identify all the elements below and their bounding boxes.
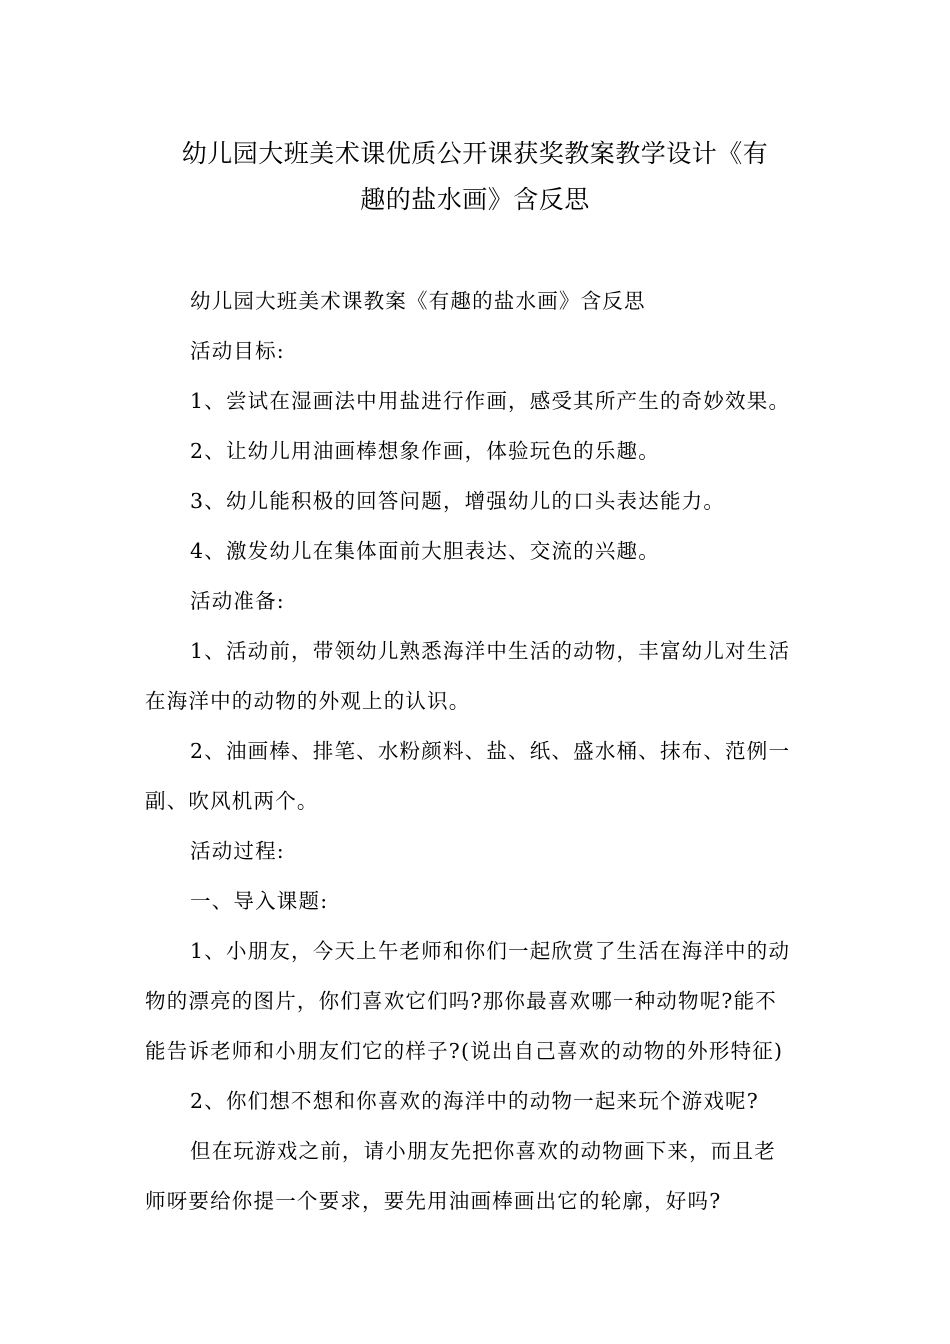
process-paragraph-1-line-2: 物的漂亮的图片，你们喜欢它们吗?那你最喜欢哪一种动物呢?能不 xyxy=(145,989,777,1013)
goal-item-3: 3、幼儿能积极的回答问题，增强幼儿的口头表达能力。 xyxy=(190,489,726,513)
process-paragraph-2: 2、你们想不想和你喜欢的海洋中的动物一起来玩个游戏呢? xyxy=(190,1089,759,1113)
process-paragraph-1-line-3: 能告诉老师和小朋友们它的样子?(说出自己喜欢的动物的外形特征) xyxy=(145,1039,784,1063)
goal-item-1: 1、尝试在湿画法中用盐进行作画，感受其所产生的奇妙效果。 xyxy=(190,389,791,413)
section-heading-process: 活动过程: xyxy=(190,839,285,863)
process-paragraph-3-line-1: 但在玩游戏之前，请小朋友先把你喜欢的动物画下来，而且老 xyxy=(190,1139,776,1163)
process-paragraph-3-line-2: 师呀要给你提一个要求，要先用油画棒画出它的轮廓，好吗? xyxy=(145,1189,722,1213)
section-heading-preparation: 活动准备: xyxy=(190,589,285,613)
preparation-item-1-line-1: 1、活动前，带领幼儿熟悉海洋中生活的动物，丰富幼儿对生活 xyxy=(190,639,791,663)
section-heading-goals: 活动目标: xyxy=(190,339,285,363)
preparation-item-2-line-1: 2、油画棒、排笔、水粉颜料、盐、纸、盛水桶、抹布、范例一 xyxy=(190,739,791,763)
preparation-item-1-line-2: 在海洋中的动物的外观上的认识。 xyxy=(145,689,471,713)
preparation-item-2-line-2: 副、吹风机两个。 xyxy=(145,789,319,813)
process-paragraph-1-line-1: 1、小朋友，今天上午老师和你们一起欣赏了生活在海洋中的动 xyxy=(190,939,791,963)
goal-item-2: 2、让幼儿用油画棒想象作画，体验玩色的乐趣。 xyxy=(190,439,660,463)
goal-item-4: 4、激发幼儿在集体面前大胆表达、交流的兴趣。 xyxy=(190,539,660,563)
process-step-heading-1: 一、导入课题: xyxy=(190,889,329,913)
subtitle: 幼儿园大班美术课教案《有趣的盐水画》含反思 xyxy=(190,289,646,313)
document-title-line-1: 幼儿园大班美术课优质公开课获奖教案教学设计《有 xyxy=(181,139,769,168)
document-title-line-2: 趣的盐水画》含反思 xyxy=(360,185,590,214)
